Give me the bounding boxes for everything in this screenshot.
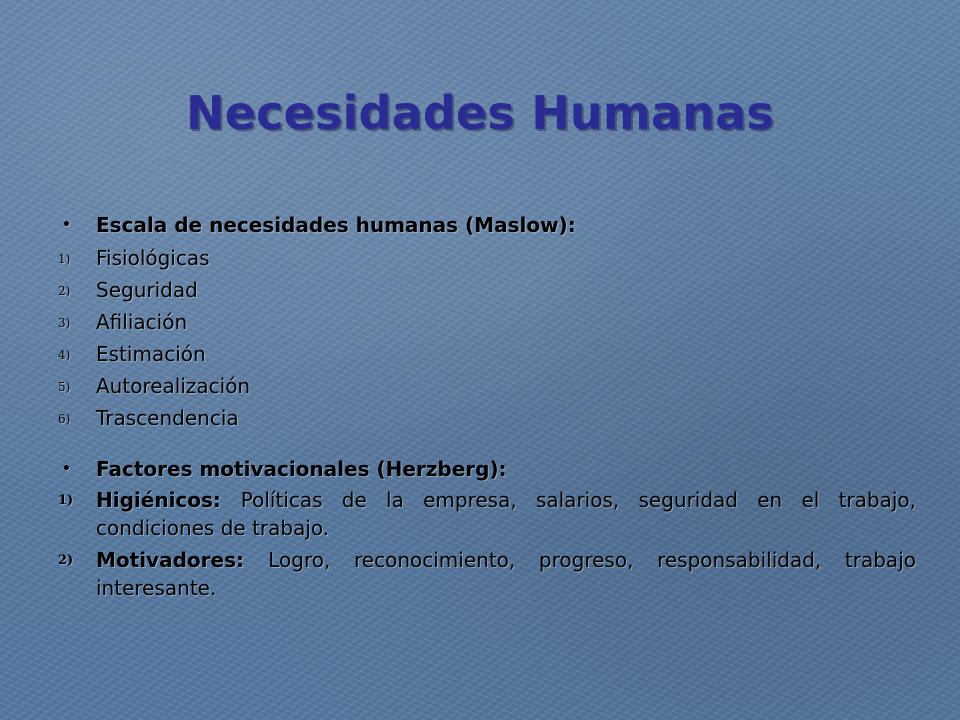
list-item-text: Afiliación: [96, 310, 188, 334]
list-item-text: Fisiológicas: [96, 246, 210, 270]
slide-content: [56, 210, 916, 606]
list-number: 3): [58, 316, 71, 330]
factor-text: Políticas de la empresa, salarios, seguridad en el trabajo, condiciones de trabajo.: [96, 488, 917, 540]
bullet-icon: •: [62, 461, 71, 477]
section-spacer: [56, 434, 916, 454]
factor-text: Logro, reconocimiento, progreso, responsabilidad, trabajo interesante.: [96, 548, 916, 600]
herzberg-heading-text: Factores motivacionales (Herzberg):: [96, 457, 507, 481]
slide-title: Necesidades Humanas: [186, 86, 774, 140]
list-item-text: Trascendencia: [96, 406, 239, 430]
maslow-heading-text: Escala de necesidades humanas (Maslow):: [96, 213, 576, 237]
list-number: 5): [58, 380, 71, 394]
list-item: [56, 338, 916, 370]
factor-label: Higiénicos:: [96, 488, 241, 512]
list-item: [56, 486, 916, 542]
list-number: 2): [58, 284, 71, 298]
maslow-heading: [56, 210, 916, 240]
list-number: 1): [58, 493, 74, 508]
list-item: [56, 306, 916, 338]
list-item-text: Autorealización: [96, 374, 251, 398]
list-item: [56, 274, 916, 306]
list-item: [56, 546, 916, 602]
list-item: [56, 402, 916, 434]
list-number: 6): [58, 412, 71, 426]
factor-label: Motivadores:: [96, 548, 269, 572]
list-number: 4): [58, 348, 71, 362]
list-item: [56, 242, 916, 274]
list-item-text: Seguridad: [96, 278, 198, 302]
list-number: 2): [58, 553, 74, 568]
herzberg-heading: [56, 454, 916, 484]
herzberg-list: [56, 486, 916, 602]
list-item: [56, 370, 916, 402]
list-number: 1): [58, 252, 71, 266]
maslow-list: [56, 242, 916, 434]
bullet-icon: •: [62, 217, 71, 233]
list-item-text: Estimación: [96, 342, 206, 366]
